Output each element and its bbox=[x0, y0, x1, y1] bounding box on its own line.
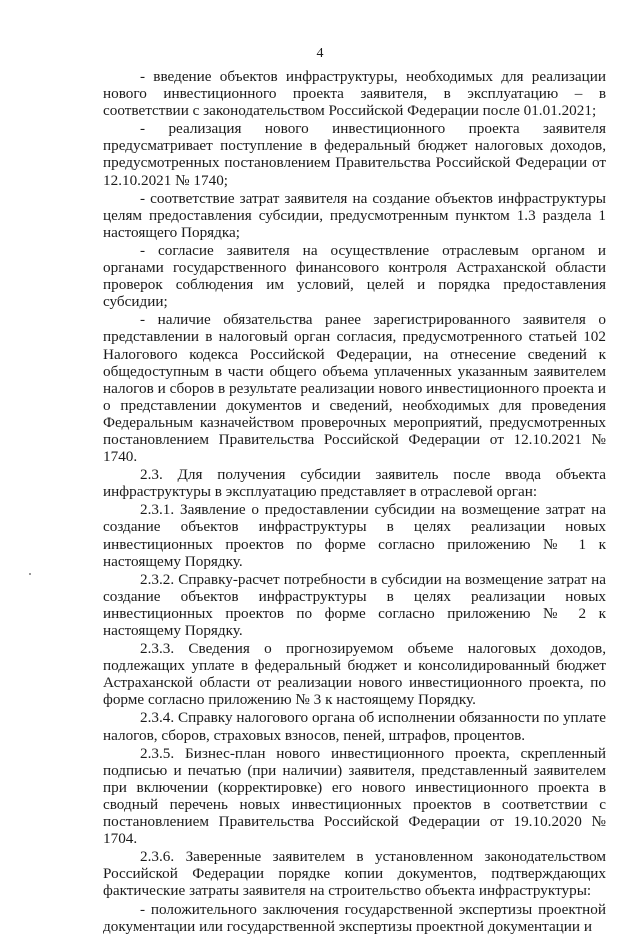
list-item: - наличие обязательства ранее зарегистрированного заявителя о представлении в налоговый орган согласия, предусмотренного статьей 102 Налогового кодекса Российской Федерации, на отнесение сведений к общедоступным в части общего объема уплаченных указанным заявителем налогов и сборов в результате реализации нового инвестиционного проекта и о представлении документов и сведений, необходимых для проведения Федеральным казначейством проверочных мероприятий, предусмотренных постановлением Правительства Российской Федерации от 12.10.2021 № 1740. bbox=[103, 311, 606, 466]
subsection-paragraph: 2.3.6. Заверенные заявителем в установленном законодательством Российской Федерации порядке копии документов, подтверждающих фактические затраты заявителя на строительство объекта инфраструктуры: bbox=[103, 848, 606, 900]
section-paragraph: 2.3. Для получения субсидии заявитель после ввода объекта инфраструктуры в эксплуатацию представляет в отраслевой орган: bbox=[103, 466, 606, 501]
subsection-paragraph: 2.3.5. Бизнес-план нового инвестиционного проекта, скрепленный подписью и печатью (при наличии) заявителя, представленный заявителем при включении (корректировке) его нового инвестиционного проекта в сводный перечень новых инвестиционных проектов в соответствии с постановлением Правительства Российской Федерации от 19.10.2020 № 1704. bbox=[103, 744, 606, 848]
list-item: - введение объектов инфраструктуры, необходимых для реализации нового инвестиционного проекта заявителя, в эксплуатацию – в соответствии с законодательством Российской Федерации после 01.01.2021; bbox=[103, 68, 606, 120]
list-item: - соответствие затрат заявителя на создание объектов инфраструктуры целям предоставления субсидии, предусмотренным пунктом 1.3 раздела 1 настоящего Порядка; bbox=[103, 189, 606, 241]
page-number: 4 bbox=[316, 46, 324, 61]
list-item: - реализация нового инвестиционного проекта заявителя предусматривает поступление в федеральный бюджет налоговых доходов, предусмотренных постановлением Правительства Российской Федерации от 12.10.2021 № 1740; bbox=[103, 120, 606, 189]
subsection-paragraph: 2.3.3. Сведения о прогнозируемом объеме налоговых доходов, подлежащих уплате в федеральный бюджет и консолидированный бюджет Астраханской области от реализации нового инвестиционного проекта, по форме согласно приложению № 3 к настоящему Порядку. bbox=[103, 640, 606, 709]
subsection-paragraph: 2.3.4. Справку налогового органа об исполнении обязанности по уплате налогов, сборов, страховых взносов, пеней, штрафов, процентов. bbox=[103, 709, 606, 744]
subsection-paragraph: 2.3.2. Справку-расчет потребности в субсидии на возмещение затрат на создание объектов инфраструктуры в целях реализации новых инвестиционных проектов по форме согласно приложению № 2 к настоящему Порядку. bbox=[103, 570, 606, 639]
document-body bbox=[103, 68, 606, 935]
list-item: - положительного заключения государственной экспертизы проектной документации или государственной экспертизы проектной документации и bbox=[103, 900, 606, 935]
list-item: - согласие заявителя на осуществление отраслевым органом и органами государственного финансового контроля Астраханской области проверок соблюдения им условий, целей и порядка предоставления субсидии; bbox=[103, 241, 606, 311]
scan-speck bbox=[29, 573, 31, 575]
subsection-paragraph: 2.3.1. Заявление о предоставлении субсидии на возмещение затрат на создание объектов инфраструктуры в целях реализации новых инвестиционных проектов по форме согласно приложению № 1 к настоящему Порядку. bbox=[103, 501, 606, 570]
